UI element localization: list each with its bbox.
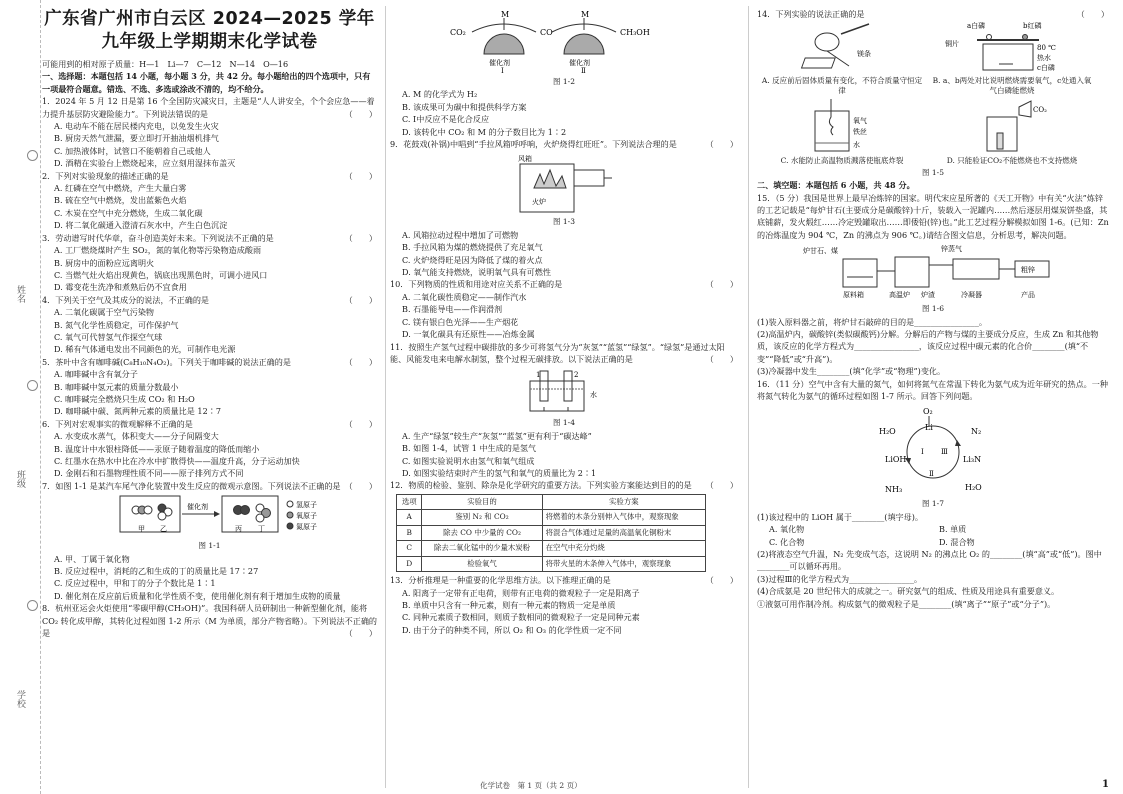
figure-1-7 <box>863 404 1003 496</box>
figure-caption: 图 1-2 <box>553 77 575 86</box>
table-row <box>397 556 706 572</box>
table-cell: 在空气中充分灼烧 <box>542 541 705 557</box>
label-condenser: 冷凝器 <box>961 291 982 300</box>
section-1-heading: 一、选择题：本题包括 14 小题，每小题 3 分，共 42 分。每小题给出的四个选项中，只有一项最符合题意。错选、不选、多选或涂改不清的，均不给分。 <box>42 71 371 94</box>
atomic-mass-note: 可能用到的相对原子质量：H—1 Li—7 C—12 N—14 O—16 <box>42 59 289 69</box>
option: A. 二氧化碳性质稳定——制作汽水 <box>402 291 527 302</box>
option: C. 镁有银白色光泽——生产烟花 <box>402 316 519 327</box>
label-hot-water: 热水 <box>1037 54 1051 63</box>
molecule-ding-icon <box>256 504 271 522</box>
experiment-b-text: B. a、b两处对比说明燃烧需要氧气，c处通入氧气白磷能燃烧 <box>932 75 1092 96</box>
option: A. 二氧化碳属于空气污染物 <box>54 307 155 318</box>
label-ding: 丁 <box>257 525 265 534</box>
option: C. 反应过程中，甲和丁的分子个数比是 1∶1 <box>54 578 216 589</box>
question-15-1: (1)装入原料器之前，将炉甘石敲碎的目的是________________。 <box>757 316 987 327</box>
option: D. 将二氧化碳通入澄清石灰水中，产生白色沉淀 <box>54 220 228 231</box>
name-label: 姓名 <box>15 285 25 303</box>
table-cell: 将燃着的木条分别伸入气体中，观察现象 <box>542 510 705 526</box>
iron-wire-icon <box>829 99 833 135</box>
label-tube-1: 1 <box>536 371 541 380</box>
label-ch3oh: CH₃OH <box>620 28 650 37</box>
option: C. 如图实验说明水由氢气和氧气组成 <box>402 455 535 466</box>
option: B. 厨房中的面粉应远离明火 <box>54 257 155 268</box>
label-m1: M <box>501 10 510 19</box>
label-mg-strip: 镁条 <box>857 50 871 59</box>
column-divider <box>748 6 749 788</box>
option: D. 一氧化碳具有还原性——冶炼金属 <box>402 329 535 340</box>
label-h2o-bottom: H₂O <box>965 483 982 493</box>
label-stage-1: Ⅰ <box>921 448 924 457</box>
option: C. 同种元素质子数相同，则质子数相同的微观粒子一定是同种元素 <box>402 612 640 623</box>
question-16: 16．（11 分）空气中含有大量的氮气，如何将氮气在常温下转化为氨气成为近年研究的热点。一种将氮气转化为氨气的循环过程如图 1-7 所示。回答下列问题。 <box>757 378 1108 401</box>
question-15-3: (3)冷凝器中发生________(填“化学”或“物理”)变化。 <box>757 366 946 377</box>
molecule-jia-icon <box>132 506 152 514</box>
label-li: Li <box>925 423 933 433</box>
question-9: 9．花鼓戏(补锅)中唱到“手拉风箱呼呼响，火炉烧得红旺旺”。下列说法合理的是 （ ） <box>390 139 738 150</box>
table-cell: 除去 CO 中少量的 CO₂ <box>422 525 542 541</box>
question-7: 7．如图 1-1 是某汽车尾气净化装置中发生反应的微观示意图。下列说法不正确的是 （ ） <box>42 480 377 491</box>
label-lioh: LiOH <box>885 455 907 465</box>
label-catalyst-1: 催化剂 <box>489 59 510 67</box>
school-label: 学校 <box>15 690 25 708</box>
label-raw-box: 原料箱 <box>843 291 864 300</box>
magnesium-burning-diagram <box>757 20 927 72</box>
option: C. 化合物 <box>769 536 805 547</box>
label-bing: 丙 <box>234 525 242 534</box>
column-2 <box>390 8 738 786</box>
option: C. 火炉烧得旺是因为降低了煤的着火点 <box>402 254 543 265</box>
label-co2: CO₂ <box>450 28 466 37</box>
table-cell: 将混合气体通过足量的高温氧化铜粉末 <box>542 525 705 541</box>
label-n2: N₂ <box>971 427 982 437</box>
iron-wire-burning-diagram <box>757 97 927 153</box>
option: A. 甲、丁属于氧化物 <box>54 553 130 564</box>
label-feed: 炉甘石、煤 <box>803 247 838 256</box>
table-row <box>397 525 706 541</box>
label-stage-1: Ⅰ <box>501 67 504 74</box>
question-16-2: (2)将液态空气升温，N₂ 先变成气态，这说明 N₂ 的沸点比 O₂ 的________(填“高”或“低”)。图中________可以循环再用。 <box>757 549 1102 572</box>
table-header: 实验目的 <box>422 494 542 510</box>
option: D. 霉变花生洗净和煮熟后仍不宜食用 <box>54 282 187 293</box>
option: D. 如图实验结束时产生的氢气和氧气的质量比为 2∶1 <box>402 467 597 478</box>
option: B. 手拉风箱为煤的燃烧提供了充足氧气 <box>402 242 543 253</box>
option: B. 单质 <box>939 524 967 535</box>
furnace-icon <box>895 257 929 287</box>
figure-caption: 图 1-6 <box>922 304 944 314</box>
column-divider <box>385 6 386 788</box>
co2-cylinder-icon <box>1019 101 1031 117</box>
table-header: 选项 <box>397 494 422 510</box>
option: B. 单质中只含有一种元素，则有一种元素的物质一定是单质 <box>402 600 616 611</box>
question-14: 14．下列实验的说法正确的是 （ ） <box>757 9 1109 19</box>
label-h2o-top: H₂O <box>879 427 896 437</box>
experiment-table <box>396 494 706 573</box>
table-header-row <box>397 494 706 510</box>
question-10: 10．下列物质的性质和用途对应关系不正确的是 （ ） <box>390 279 738 290</box>
question-16-3: (3)过程Ⅲ的化学方程式为________________。 <box>757 573 922 584</box>
option: D. 稀有气体通电发出不同颜色的光，可制作电光源 <box>54 344 236 355</box>
table-cell: B <box>397 525 422 541</box>
page-footer: 化学试卷 第 1 页（共 2 页） <box>480 781 582 790</box>
question-1: 1．2024 年 5 月 12 日是第 16 个全国防灾减灾日，主题是“人人讲安全，个个会应急——着力提升基层防灾避险能力”。下列说法错误的是 （ ） <box>42 96 377 119</box>
option: D. 金刚石和石墨物理性质不同——原子排列方式不同 <box>54 468 244 479</box>
option: D. 由于分子的种类不同，所以 O₂ 和 O₃ 的化学性质一定不同 <box>402 624 622 635</box>
option: A. 生产“绿氢”较生产“灰氢”“蓝氢”更有利于“碳达峰” <box>402 430 592 441</box>
binding-hole-icon <box>27 150 38 161</box>
label-stage-2: Ⅱ <box>929 470 934 479</box>
catalyst-2-icon <box>564 34 604 54</box>
option: C. 木炭在空气中充分燃烧，生成二氧化碳 <box>54 207 203 218</box>
label-copper: 铜片 <box>945 40 959 49</box>
phosphorus-combustion-diagram <box>927 20 1097 72</box>
question-16-1: (1)该过程中的 LiOH 属于________(填字母)。 <box>757 511 923 522</box>
option-row <box>757 523 1109 535</box>
option: C. 咖啡碱完全燃烧只生成 CO₂ 和 H₂O <box>54 393 195 404</box>
test-tube-2-icon <box>564 371 572 401</box>
option: C. 当燃气灶火焰出现黄色，锅底出现黑色时，可调小进风口 <box>54 269 268 280</box>
label-product: 产品 <box>1021 291 1035 300</box>
question-12: 12．物质的检验、鉴别、除杂是化学研究的重要方法。下列实验方案能达到目的的是 （ ） <box>390 480 738 491</box>
label-jia: 甲 <box>137 525 145 534</box>
label-furnace: 火炉 <box>532 198 546 207</box>
legend-oxygen: 氧原子 <box>295 512 317 521</box>
option-row <box>757 536 1109 548</box>
option: C. Ⅰ中反应不是化合反应 <box>402 114 490 125</box>
table-header: 实验方案 <box>542 494 705 510</box>
binding-hole-icon <box>27 600 38 611</box>
tongs-icon <box>841 24 869 34</box>
option: C. 加热液体时，试管口不能朝着自己或他人 <box>54 145 211 156</box>
label-white-p-c: c白磷 <box>1037 64 1055 73</box>
label-nh3: NH₃ <box>885 485 903 495</box>
option: A. 红磷在空气中燃烧，产生大量白雾 <box>54 183 187 194</box>
section-2-heading: 二、填空题：本题包括 6 小题，共 48 分。 <box>757 180 915 191</box>
bellows-icon <box>574 170 604 186</box>
legend-nitrogen: 氮原子 <box>295 523 317 532</box>
table-cell: D <box>397 556 422 572</box>
molecule-yi-icon <box>158 504 172 520</box>
nitrogen-atom-icon <box>287 523 293 529</box>
option: D. 氧气能支持燃烧，说明氧气具有可燃性 <box>402 267 551 278</box>
question-4: 4．下列关于空气及其成分的说法，不正确的是 （ ） <box>42 294 377 305</box>
table-row <box>397 541 706 557</box>
option: B. 反应过程中，消耗的乙和生成的丁的质量比是 17∶27 <box>54 566 259 577</box>
label-water: 水 <box>853 140 860 149</box>
co2-candle-diagram <box>927 97 1097 153</box>
figure-caption: 图 1-4 <box>553 418 575 428</box>
exam-title-line1: 广东省广州市白云区 2024—2025 学年 <box>44 9 375 29</box>
experiment-d <box>927 97 1097 167</box>
label-furnace: 高温炉 <box>889 291 910 300</box>
question-15: 15．（5 分）我国是世界上最早冶炼锌的国家。明代宋应星所著的《天工开物》中有关“火法”炼锌的工艺记载是“每炉甘石(主要成分是碳酸锌)十斤，装载入一泥罐内……然后逐层用煤炭饼垫盛，其底铺薪，发火煅红……冷定毁罐取出……即倭铅(锌)也。”此工艺过程分解模拟如图 1-6。(已知：Zn 的冶炼温度为 904 ℃，Zn 的沸点为 906 ℃。)请结合图文信息，分析思考，解决问题。 <box>757 192 1109 240</box>
option: D. 该转化中 CO₂ 和 M 的分子数目比为 1∶2 <box>402 126 567 137</box>
figure-caption: 图 1-3 <box>553 217 575 227</box>
figure-1-5 <box>757 20 1097 166</box>
label-catalyst-2: 催化剂 <box>569 59 590 67</box>
binding-hole-icon <box>27 380 38 391</box>
option: D. 催化剂在反应前后质量和化学性质不变，使用催化剂有利于增加生成物的质量 <box>54 590 341 601</box>
raw-material-box-icon <box>843 259 877 287</box>
option: A. 水变成水蒸气，体积变大——分子间隔变大 <box>54 431 219 442</box>
label-white-p-a: a白磷 <box>967 22 986 31</box>
option: A. M 的化学式为 H₂ <box>402 89 478 100</box>
label-oxygen: 氧气 <box>853 116 867 125</box>
nitrogen-cycle-diagram <box>863 404 1003 496</box>
label-stage-3: Ⅲ <box>941 448 948 457</box>
question-3: 3．劳动谱写时代华章，奋斗创造美好未来。下列说法不正确的是 （ ） <box>42 232 377 243</box>
experiment-a <box>757 20 927 96</box>
gas-bottle-icon <box>815 111 849 151</box>
label-80c: 80 ℃ <box>1037 44 1056 53</box>
question-11: 11．按照生产氢气过程中碳排放的多少可将氢气分为“灰氢”“蓝氢”“绿氢”。“绿氢”是通过太阳能、风能发电来电解水制氢，整个过程无碳排放。以下说法正确的是 （ ） <box>390 341 738 364</box>
table-cell: C <box>397 541 422 557</box>
label-stage-2: Ⅱ <box>581 67 586 74</box>
figure-1-3 <box>514 152 614 214</box>
label-tube-2: 2 <box>574 371 579 380</box>
question-15-2: (2)高温炉内，碳酸锌(类似碳酸钙)分解。分解后的产物与煤的主要成分反应，生成 Zn 和其他物质，该反应的化学方程式为________________，该反应过程中碳元素的化合价________(填“不变”“降低”或“升高”)。 <box>757 328 1099 364</box>
oxygen-atom-icon <box>287 512 293 518</box>
label-iron-wire: 铁丝 <box>853 127 867 136</box>
label-crude-zinc: 粗锌 <box>1021 266 1035 275</box>
beaker-icon <box>983 44 1033 70</box>
question-13: 13．分析推理是一种重要的化学思维方法。以下推理正确的是 （ ） <box>390 575 738 586</box>
figure-1-6 <box>803 243 1063 301</box>
question-2: 2．下列对实验现象的描述正确的是 （ ） <box>42 170 377 181</box>
figure-caption: 图 1-7 <box>922 499 944 509</box>
zinc-smelting-diagram <box>803 243 1063 301</box>
figure-1-2 <box>444 10 684 74</box>
option: A. 咖啡碱中含有氧分子 <box>54 369 138 380</box>
label-zinc-vapor: 锌蒸气 <box>941 245 962 254</box>
experiment-c-text: C. 水能防止高温物质溅落使瓶底炸裂 <box>780 156 904 166</box>
figure-caption: 图 1-5 <box>922 167 944 177</box>
option: B. 温度计中水银柱降低——汞原子随着温度的降低而缩小 <box>54 443 260 454</box>
option: A. 电动车不能在居民楼内充电，以免发生火灾 <box>54 121 219 132</box>
question-16-5: ①液氨可用作制冷剂。构成氨气的微观粒子是________(填“离子”“原子”或“分子”)。 <box>757 598 1056 609</box>
table-cell: 鉴别 N₂ 和 CO₂ <box>422 510 542 526</box>
option: C. 氧气可代替氢气作探空气球 <box>54 331 163 342</box>
experiment-a-text: A. 反应前后固体质量有变化，不符合质量守恒定律 <box>761 75 923 96</box>
label-m2: M <box>581 10 590 19</box>
class-label: 班级 <box>15 470 25 488</box>
figure-1-1 <box>90 494 330 538</box>
option: B. 硫在空气中燃烧，发出蓝紫色火焰 <box>54 195 187 206</box>
table-cell: 将带火星的木条伸入气体中，观察现象 <box>542 556 705 572</box>
legend-hydrogen: 氢原子 <box>295 501 317 510</box>
candle-icon <box>997 133 1003 149</box>
furnace-bellows-diagram <box>514 152 614 214</box>
option: B. 如图 1-4，试管 1 中生成的是氢气 <box>402 443 537 454</box>
label-red-p-b: b红磷 <box>1023 22 1042 31</box>
experiment-b <box>927 20 1097 96</box>
catalyst-1-icon <box>484 34 524 54</box>
label-water: 水 <box>590 391 597 400</box>
option: A. 氧化物 <box>769 524 805 535</box>
table-cell: 除去二氧化锰中的少量木炭粉 <box>422 541 542 557</box>
condenser-icon <box>953 259 999 279</box>
label-catalyst: 催化剂 <box>186 503 208 512</box>
option: A. 风箱拉动过程中增加了可燃物 <box>402 229 519 240</box>
figure-caption: 图 1-1 <box>198 541 221 551</box>
figure-1-4 <box>514 367 614 415</box>
label-co2: CO₂ <box>1033 105 1047 114</box>
option: B. 石墨能导电——作润滑剂 <box>402 304 503 315</box>
option: B. 该成果可为碳中和提供科学方案 <box>402 101 527 112</box>
option: A. 工厂燃烧煤时产生 SO₂，氮的氧化物等污染物造成酸雨 <box>54 245 262 256</box>
option: B. 氮气化学性质稳定，可作保护气 <box>54 319 179 330</box>
electrolysis-diagram <box>514 367 614 415</box>
label-o2: O₂ <box>923 407 933 417</box>
question-5: 5．茶叶中含有咖啡碱(C₈H₁₀N₄O₂)。下列关于咖啡碱的说法正确的是 （ ） <box>42 356 377 367</box>
question-16-4: (4)合成氨是 20 世纪伟大的成就之一。研究氨气的组成、性质及用途具有重要意义。 <box>757 586 1060 597</box>
page-number: 1 <box>1102 779 1109 790</box>
option: C. 红墨水在热水中比在冷水中扩散得快——温度升高，分子运动加快 <box>54 456 300 466</box>
table-cell: A <box>397 510 422 526</box>
experiment-c <box>757 97 927 167</box>
binding-margin <box>0 0 41 794</box>
question-6: 6．下列对宏观事实的微观解释不正确的是 （ ） <box>42 418 377 429</box>
option: B. 咖啡碱中氢元素的质量分数最小 <box>54 381 179 392</box>
exam-title-line2: 九年级上学期期末化学试卷 <box>101 32 318 52</box>
hydrogen-atom-icon <box>287 501 293 507</box>
table-row <box>397 510 706 526</box>
fire-icon <box>534 170 566 188</box>
experiment-d-text: D. 只能验证CO₂不能燃烧也不支持燃烧 <box>946 156 1078 166</box>
option: D. 混合物 <box>939 536 975 547</box>
label-slag: 炉渣 <box>921 291 935 300</box>
column-1 <box>42 8 377 786</box>
co2-conversion-diagram <box>444 10 684 74</box>
label-li3n: Li₃N <box>963 455 982 465</box>
table-cell: 检验氧气 <box>422 556 542 572</box>
label-bellows: 风箱 <box>518 155 532 164</box>
option: D. 咖啡碱中碳、氮两种元素的质量比是 12∶7 <box>54 406 221 417</box>
molecule-reaction-diagram <box>90 494 330 538</box>
option: D. 酒精在实验台上燃烧起来，应立刻用湿抹布盖灭 <box>54 158 236 169</box>
question-8: 8．杭州亚运会火炬使用“零碳甲醇(CH₃OH)”。我国科研人员研制出一种新型催化剂，能将 CO₂ 转化成甲醇，其转化过程如图 1-2 所示（M 为单质，部分产物省略）。下列说法不正确的是 （ ） <box>42 603 377 639</box>
label-co: CO <box>540 28 553 37</box>
test-tube-1-icon <box>540 371 548 401</box>
column-3 <box>757 8 1109 786</box>
flame-icon <box>815 33 839 51</box>
option: A. 阳离子一定带有正电荷，则带有正电荷的微观粒子一定是阳离子 <box>402 587 640 598</box>
molecule-bing-icon <box>233 506 249 515</box>
label-yi: 乙 <box>159 525 167 534</box>
option: B. 厨房天然气泄漏，要立即打开抽油烟机排气 <box>54 133 219 144</box>
